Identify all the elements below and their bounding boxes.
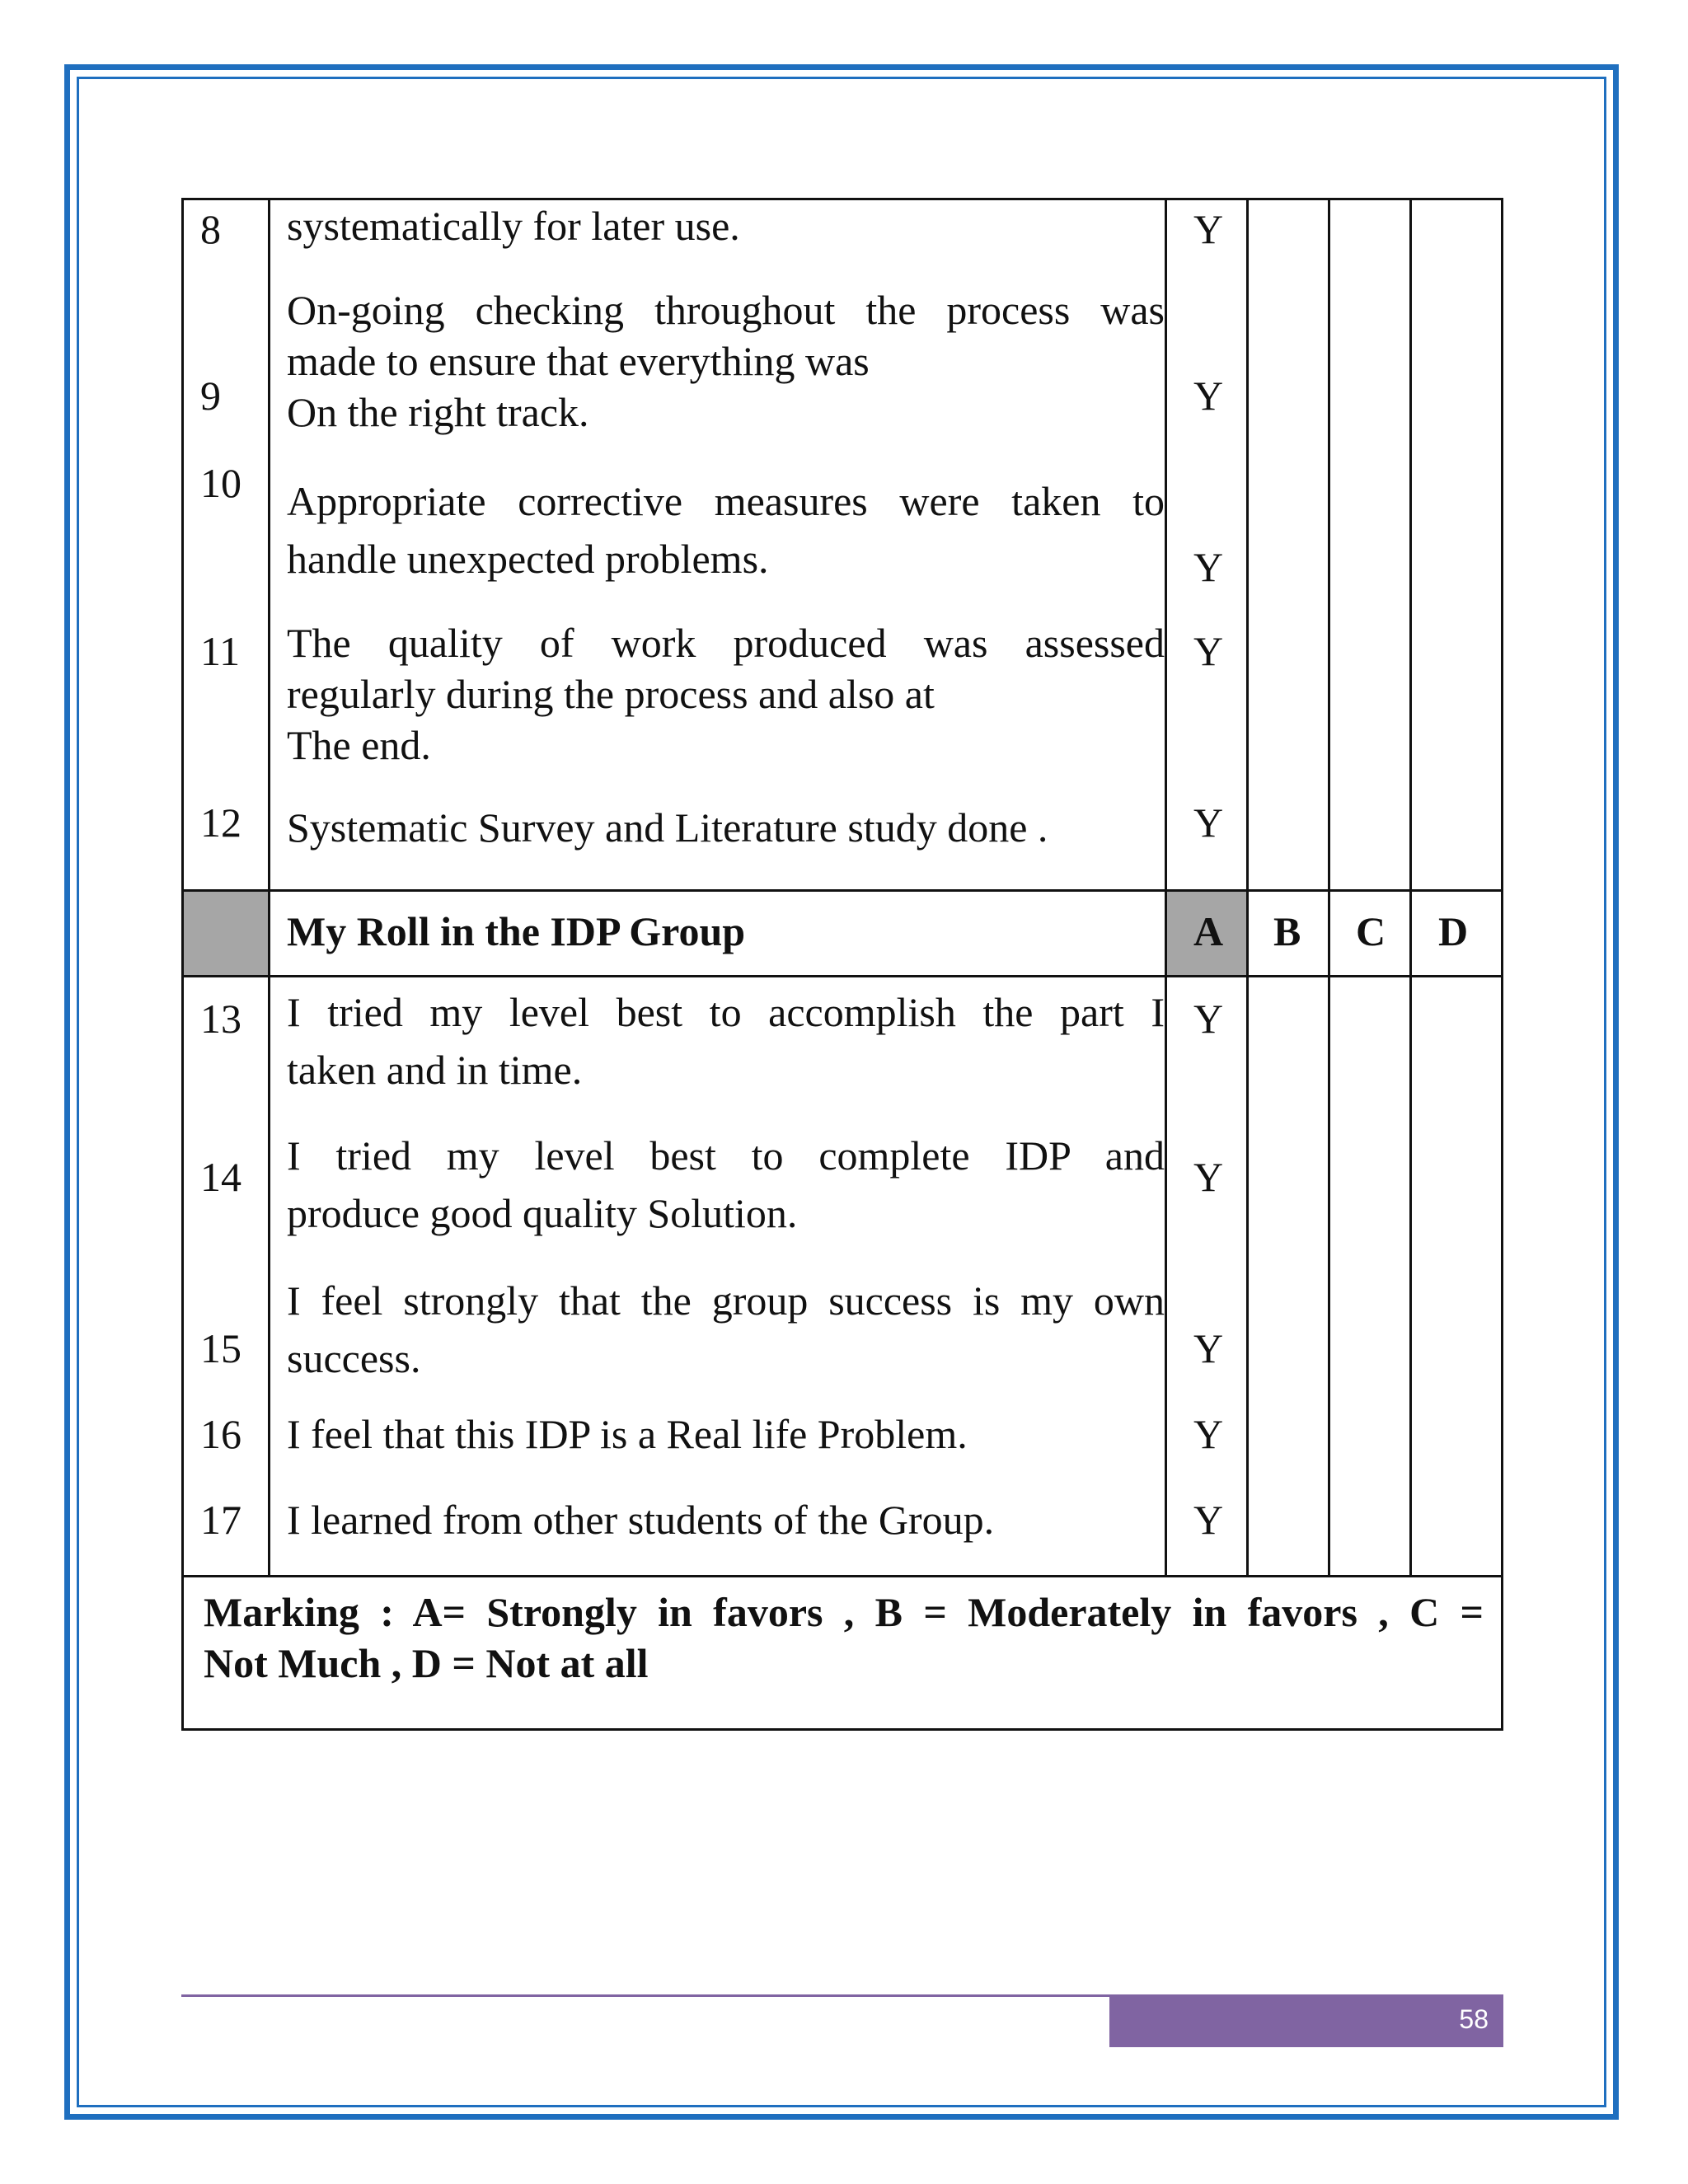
marking-legend: Marking : A= Strongly in favors , B = Moderately in favors , C = Not Much , D = Not at all [204, 1589, 1484, 1686]
col-divider-c [1409, 200, 1412, 1575]
row-statement: I tried my level best to complete IDP and produce good quality Solution. [287, 1132, 1165, 1236]
row-statement: I tried my level best to accomplish the part I taken and in time. [287, 989, 1165, 1093]
row-number: 12 [200, 799, 241, 846]
row-number: 17 [200, 1497, 241, 1543]
row-number: 9 [200, 373, 221, 419]
row-number: 10 [200, 460, 241, 506]
row-rating-a: Y [1193, 1411, 1224, 1457]
row-rating-a: Y [1193, 1325, 1224, 1371]
column-header-a: A [1193, 908, 1224, 954]
row-rating-a: Y [1193, 1154, 1224, 1200]
row-statement: On-going checking throughout the process was made to ensure that everything was On the right track. [287, 287, 1165, 435]
col-divider-stmt [1165, 200, 1167, 1575]
row-statement: I learned from other students of the Group. [287, 1497, 995, 1543]
row-rating-a: Y [1193, 1497, 1224, 1543]
row-statement: I feel strongly that the group success is my own success. [287, 1277, 1165, 1381]
row-number: 11 [200, 628, 241, 674]
column-header-c: C [1356, 908, 1386, 954]
row-rating-a: Y [1193, 206, 1224, 252]
row-rating-a: Y [1193, 373, 1224, 419]
row-number: 16 [200, 1411, 241, 1457]
row-rating-a: Y [1193, 799, 1224, 846]
row-statement: Systematic Survey and Literature study done . [287, 804, 1048, 851]
row-number: 14 [200, 1154, 241, 1200]
column-header-d: D [1438, 908, 1469, 954]
row-rating-a: Y [1193, 996, 1224, 1042]
assessment-table [181, 198, 1503, 1731]
row-statement: The quality of work produced was assessed regularly during the process and also at The end. [287, 620, 1165, 768]
row-number: 8 [200, 206, 221, 252]
col-divider-b [1328, 200, 1330, 1575]
row-number: 13 [200, 996, 241, 1042]
row-divider-marking [184, 1575, 1501, 1577]
page-number: 58 [1459, 2004, 1489, 2034]
row-rating-a: Y [1193, 628, 1224, 674]
row-rating-a: Y [1193, 544, 1224, 590]
footer-page-box [1109, 1994, 1503, 2047]
col-divider-num [268, 200, 270, 1575]
row-statement: systematically for later use. [287, 203, 740, 249]
column-header-b: B [1273, 908, 1301, 954]
row-divider-header-top [184, 889, 1501, 892]
row-number: 15 [200, 1325, 241, 1371]
section-header-title: My Roll in the IDP Group [287, 908, 746, 954]
col-divider-a [1246, 200, 1249, 1575]
section-header-band-num [184, 889, 268, 975]
row-statement: I feel that this IDP is a Real life Problem. [287, 1411, 968, 1457]
row-statement: Appropriate corrective measures were taken to handle unexpected problems. [287, 478, 1165, 582]
row-divider-header-bottom [184, 975, 1501, 977]
